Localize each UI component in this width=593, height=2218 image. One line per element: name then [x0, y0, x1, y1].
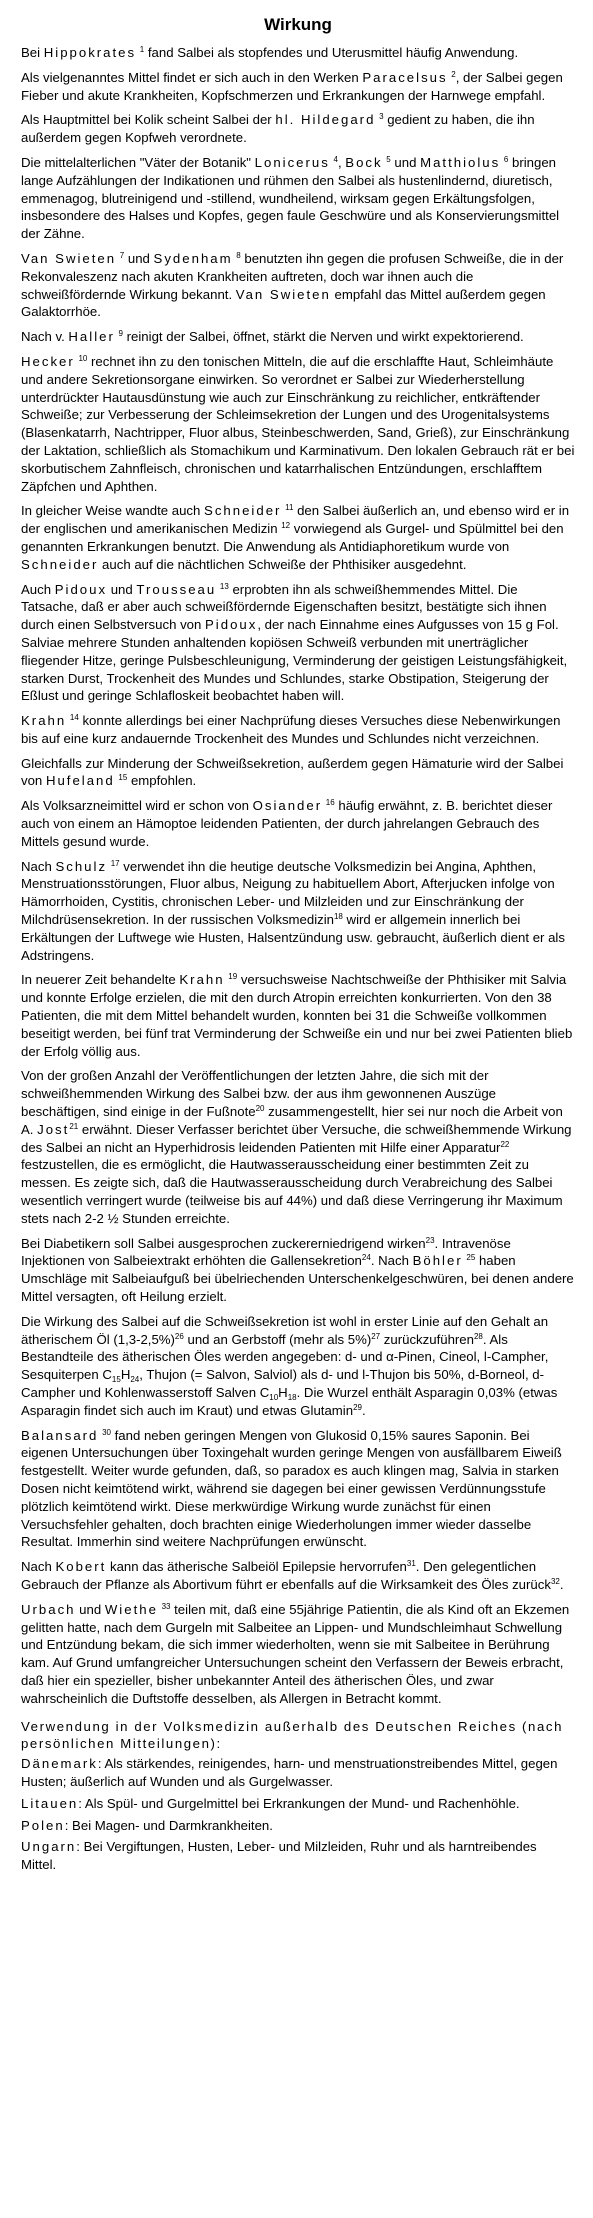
subscript: 18 [287, 1392, 297, 1402]
footnote-ref: 17 [110, 858, 120, 868]
author-name: Hecker [21, 353, 75, 369]
author-name: Haller [68, 329, 115, 345]
paragraph [21, 328, 575, 346]
footnote-ref: 27 [371, 1331, 381, 1341]
author-name: Trousseau [136, 581, 217, 597]
author-name: Bock [345, 154, 383, 170]
text-run: Als Hauptmittel bei Kolik scheint Salbei der [21, 112, 276, 128]
footnote-ref: 22 [500, 1139, 510, 1149]
text-run: und an Gerbstoff (mehr als 5%) [183, 1331, 372, 1347]
footnote-ref: 15 [118, 773, 128, 783]
text-run: . Als Bestandteile des ätherischen Öles werden angegeben: d- und α-Pinen, Cineol, l-Campher, Sesquiterpen C [21, 1331, 549, 1383]
author-name: Balansard [21, 1427, 99, 1443]
text-run: wird er allgemein innerlich bei Erkältungen der Luftwege wie Husten, Halsentzündung usw. gebraucht, äußerlich dient er als Adstringens. [21, 912, 565, 963]
footnote-ref: 1 [139, 45, 145, 54]
text-run: . Den gelegentlichen Gebrauch der Pflanze als Abortivum führt er ebenfalls auf die Wirksamkeit des Öles zurück [21, 1559, 551, 1592]
text-run: In neuerer Zeit behandelte [21, 972, 180, 988]
paragraph [21, 797, 575, 850]
text-run: teilen mit, daß eine 55jährige Patientin, die als Kind oft an Ekzemen gelitten hatte, nach dem Gurgeln mit Salbeitee an Lippen- und Mundschleimhaut Schwellung und Entzündung bekam, die sich immer wiederholten, wenn sie mit Salbeitee in Berührung kam. Auf Grund umfangreicher Untersuchungen scheint den Verfassern der Beweis erbracht, daß hier ein spezieller, bisher unbekannter Anteil des ätherischen Öles, und zwar wahrscheinlich die Duftstoffe desselben, als Allergen in Betracht kommt. [21, 1601, 570, 1706]
text-run: Als Volksarzneimittel wird er schon von [21, 798, 253, 814]
paragraph [21, 154, 575, 243]
folk-medicine-item [21, 1817, 575, 1835]
footnote-ref: 21 [69, 1121, 79, 1131]
text-run: . Die Wurzel enthält Asparagin 0,03% (etwas Asparagin findet sich auch im Kraut) und etwas Glutamin [21, 1384, 558, 1418]
author-name: Kobert [55, 1559, 107, 1575]
footnote-ref: 31 [406, 1559, 416, 1569]
footnote-ref: 7 [119, 250, 125, 260]
footnote-ref: 24 [361, 1253, 371, 1263]
text-run: verwendet ihn die heutige deutsche Volksmedizin bei Angina, Aphthen, Menstruationsstörungen, Fluor albus, Neigung zu habituellem Abort, Afterjucken infolge von Hämorrhoiden, Cystitis, chronischen Leber- und Milzleiden und zur Einschränkung der Milchdrüsensekretion. In der russischen Volksmedizin [21, 858, 555, 928]
paragraph [21, 502, 575, 573]
author-name: Schneider [21, 556, 99, 572]
footnote-ref: 8 [236, 250, 241, 260]
text-run: haben Umschläge mit Salbeiaufguß bei übelriechenden Unterschenkelgeschwüren, bei denen andere Mittel versagten, oft Heilung erzielt. [21, 1253, 574, 1304]
text-run: . [361, 1402, 366, 1418]
text-run: rechnet ihn zu den tonischen Mitteln, die auf die erschlaffte Haut, Schleimhäute und andere Sekretionsorgane einwirken. So verordnet er Salbei zur Wiederherstellung unterdrückter Hautausdünstung wie auch zur Einschränkung zu reichlicher, entkräftender Schweiße; zur Verbesserung der Schleimsekretion der Lungen und des Urogenitalsystems (Blasenkatarrh, Nachtripper, Fluor albus, Steinbeschwerden, Sand, Grieß), zur Einschränkung der Laktation, schließlich als Stomachikum und Karminativum. Den lokalen Gebrauch rät er bei skorbutischem Zahnfleisch, chronischen und katarrhalischen Entzündungen, erschlafftem Zäpfchen und Aphthen. [21, 353, 575, 494]
author-name: Böhler [412, 1253, 463, 1269]
text-run: Nach [21, 858, 56, 874]
paragraph [21, 1601, 575, 1708]
paragraph [21, 581, 575, 706]
footnote-ref: 3 [379, 112, 384, 122]
text-run: . Intravenöse Injektionen von Salbeiextrakt erhöhten die Gallensekretion [21, 1235, 511, 1269]
subscript: 15 [111, 1375, 121, 1385]
author-name: Hufeland [45, 773, 115, 789]
text-run: und [107, 581, 137, 597]
folk-medicine-item [21, 1755, 575, 1791]
text-run: In gleicher Weise wandte auch [21, 503, 205, 519]
author-name: Pidoux [205, 617, 258, 633]
author-name: Hippokrates [43, 45, 137, 60]
text-run: reinigt der Salbei, öffnet, stärkt die Nerven und wirkt expektorierend. [122, 329, 524, 345]
author-name: Urbach [21, 1601, 76, 1617]
country-label: Dänemark [21, 1756, 98, 1772]
author-name: Paracelsus [362, 69, 448, 85]
text-run: erwähnt. Dieser Verfasser berichtet über Versuche, die schweißhemmende Wirkung des Salbei an nicht an Hyperhidrosis leidenden Patienten mit Hilfe einer Apparatur [21, 1121, 572, 1155]
paragraph [21, 250, 575, 321]
text-run: H [278, 1384, 288, 1400]
country-label: Litauen [21, 1795, 79, 1811]
author-name: Lonicerus [254, 154, 330, 170]
footnote-ref: 2 [451, 69, 456, 79]
folk-medicine-list [21, 1755, 575, 1874]
folk-medicine-heading: Verwendung in der Volksmedizin außerhalb des Deutschen Reiches (nach persönlichen Mitteilungen): [21, 1718, 564, 1752]
paragraph [21, 1427, 575, 1552]
paragraph [21, 858, 575, 965]
author-name: Sydenham [153, 250, 233, 266]
subscript: 24 [130, 1375, 140, 1385]
country-label: Ungarn [21, 1839, 77, 1855]
footnote-ref: 6 [503, 154, 509, 164]
text-run: zurückzuführen [380, 1331, 474, 1347]
paragraph [21, 1313, 575, 1420]
text-run: versuchsweise Nachtschweiße der Phthisiker mit Salvia und konnte Erfolge erzielen, die mit den durch Atropin erreichten konkurrierten. Von den 38 Patienten, die mit dem Mittel behandelt wurden, konnten bei 31 die Schweiße vollkommen beseitigt werden, bei fünf trat Verminderung der Schweiße ein und nur bei zwei Patienten blieb der Erfolg völlig aus. [21, 972, 573, 1059]
text-run: den Salbei äußerlich an, und ebenso wird er in der englischen und amerikanischen Medizin [21, 503, 570, 537]
text-run: auch auf die nächtlichen Schweiße der Phthisiker ausgedehnt. [98, 556, 467, 572]
subscript: 10 [269, 1392, 279, 1402]
author-name: Pidoux [54, 581, 108, 597]
country-usage: : Als stärkendes, reinigendes, harn- und menstruationstreibendes Mittel, gegen Husten; äußerlich auf Wunden und als Gurgelwasser. [21, 1756, 558, 1789]
article-body [21, 44, 575, 1708]
text-run: Nach [21, 1559, 56, 1575]
paragraph [21, 111, 575, 147]
author-name: Van Swieten [235, 286, 331, 302]
text-run: bringen lange Aufzählungen der Indikationen und rühmen den Salbei als hustenlindernd, diuretisch, emmenagog, blutreinigend und -stillend, wundheilend, wirksam gegen Erkältungsfolgen, insbesondere des Halses und Kopfes, gegen faule Geschwüre und als Konservierungsmittel der Zähne. [21, 154, 560, 242]
paragraph [21, 755, 575, 791]
text-run: gedient zu haben, die ihn außerdem gegen Kopfweh verordnete. [21, 112, 535, 146]
folk-medicine-item [21, 1838, 575, 1874]
text-run: zusammengestellt, hier sei nur noch die Arbeit von A. [21, 1104, 563, 1137]
author-name: Wiethe [104, 1601, 158, 1617]
author-name: Van Swieten [21, 250, 117, 266]
text-run: Die mittelalterlichen "Väter der Botanik" [21, 154, 255, 170]
paragraph [21, 1558, 575, 1594]
country-usage: : Als Spül- und Gurgelmittel bei Erkrankungen der Mund- und Rachenhöhle. [78, 1795, 520, 1811]
footnote-ref: 4 [333, 154, 338, 164]
text-run: fand Salbei als stopfendes und Uterusmittel häufig Anwendung. [144, 45, 519, 60]
paragraph [21, 971, 575, 1060]
footnote-ref: 11 [285, 503, 294, 513]
author-name: hl. Hildegard [275, 112, 376, 128]
text-run: und [75, 1601, 105, 1617]
text-run: kann das ätherische Salbeiöl Epilepsie hervorrufen [106, 1559, 407, 1575]
text-run: empfahl das Mittel außerdem gegen Galaktorrhöe. [21, 286, 546, 320]
paragraph [21, 712, 575, 748]
footnote-ref: 18 [333, 912, 343, 922]
footnote-ref: 16 [325, 798, 335, 808]
folk-medicine-item [21, 1795, 575, 1813]
paragraph [21, 69, 575, 105]
text-run: festzustellen, die es ermöglicht, die Hautwasserausscheidung einer bestimmten Zeit zu messen. Es zeigte sich, daß die Hautwasserausscheidung durch Verabreichung des Salbei wesentlich verringert wurde (teilweise bis auf 44%) und daß diese Verringerung ihr Maximum stets nach 2-2 ½ Stunden erreichte. [21, 1157, 563, 1226]
author-name: Jost [37, 1121, 70, 1137]
text-run: Die Wirkung des Salbei auf die Schweißsekretion ist wohl in erster Linie auf den Gehalt an ätherischem Öl (1,3-2,5%) [21, 1313, 549, 1347]
footnote-ref: 12 [281, 521, 291, 531]
footnote-ref: 32 [550, 1576, 560, 1586]
text-run: vorwiegend als Gurgel- und Spülmittel bei den genannten Erkrankungen benutzt. Die Anwendung als Antidiaphoretikum wurde von [21, 521, 564, 554]
text-run: Gleichfalls zur Minderung der Schweißsekretion, außerdem gegen Hämaturie wird der Salbei von [21, 755, 564, 789]
footnote-ref: 13 [219, 581, 229, 591]
footnote-ref: 14 [69, 713, 79, 723]
author-name: Krahn [21, 713, 67, 729]
text-run: und [390, 154, 421, 170]
text-run: Auch [21, 581, 55, 597]
text-run: empfohlen. [127, 773, 197, 789]
author-name: Matthiolus [420, 154, 501, 170]
footnote-ref: 5 [386, 154, 391, 164]
text-run: konnte allerdings bei einer Nachprüfung dieses Versuches diese Nebenwirkungen bis auf eine kurz andauernde Trockenheit des Mundes und Schlundes nicht verzeichnen. [21, 713, 561, 746]
country-usage: : Bei Magen- und Darmkrankheiten. [64, 1817, 273, 1833]
footnote-ref: 28 [473, 1331, 483, 1341]
country-label: Polen [21, 1817, 65, 1833]
footnote-ref: 33 [161, 1601, 171, 1611]
footnote-ref: 23 [425, 1235, 435, 1245]
text-run: , der Salbei gegen Fieber und akute Krankheiten, Kopfschmerzen und Erkrankungen der Harnwege empfahl. [21, 69, 563, 103]
text-run: , Thujon (= Salvon, Salviol) als d- und l-Thujon bis 50%, d-Borneol, d-Campher und Kohlenwasserstoff Salven C [21, 1367, 544, 1400]
text-run: . [559, 1576, 564, 1592]
paragraph [21, 353, 575, 495]
text-run: , [337, 154, 346, 170]
footnote-ref: 30 [102, 1427, 111, 1437]
paragraph [21, 1235, 575, 1306]
footnote-ref: 26 [174, 1331, 184, 1341]
author-name: Osiander [252, 798, 323, 814]
footnote-ref: 25 [466, 1253, 476, 1263]
text-run: erprobten ihn als schweißhemmendes Mittel. Die Tatsache, daß er aber auch schweißfördernde Eigenschaften besitzt, bestätigte sich ihnen durch einen Selbstversuch von [21, 581, 547, 633]
footnote-ref: 19 [228, 972, 238, 982]
country-usage: : Bei Vergiftungen, Husten, Leber- und Milzleiden, Ruhr und als harntreibendes Mittel. [21, 1839, 537, 1873]
text-run: Nach v. [21, 329, 69, 345]
text-run: H [120, 1367, 131, 1383]
text-run: . Nach [370, 1253, 413, 1269]
text-run: und [124, 250, 154, 266]
text-run: fand neben geringen Mengen von Glukosid 0,15% saures Saponin. Bei eigenen Untersuchungen über Toxingehalt wurden geringe Mengen von ausfällbarem Eiweiß festgestellt. Weiter wurde gefunden, daß, so paradox es auch klingen mag, Salvia in starken Dosen nicht keimtötend wirkt, während sie dagegen bei einer gewissen Verdünnungsstufe plötzlich keimtötend wirkt. Diese merkwürdige Wirkung wurde zunächst für einen Versuchsfehler gehalten, doch brachten einige Wiederholungen immer wieder dasselbe Resultat. Immerhin sind weitere Nachprüfungen erwünscht. [21, 1427, 562, 1550]
text-run: häufig erwähnt, z. B. berichtet dieser auch von einem an Hämoptoe leidenden Patienten, der durch jahrelangen Gebrauch des Mittels gesund wurde. [21, 798, 553, 849]
footnote-ref: 20 [255, 1104, 265, 1114]
text-run: Von der großen Anzahl der Veröffentlichungen der letzten Jahre, die sich mit der schweißhemmenden Wirkung des Salbei bzw. der aus ihm gewonnenen Auszüge beschäftigen, sind einige in der Fußnote [21, 1068, 497, 1120]
text-run: benutzten ihn gegen die profusen Schweiße, die in der Rekonvaleszenz nach akuten Krankheiten auftreten, doch war ihnen auch die schweißfördernde Wirkung bekannt. [21, 250, 564, 302]
author-name: Schneider [204, 503, 282, 519]
text-run: , der nach Einnahme eines Aufgusses von 15 g Fol. Salviae mehrere Stunden anhaltenden kopiösen Schweiß verbunden mit unerträglicher fliegender Hitze, geringe Pulsbeschleunigung, Verminderung der geistigen Leistungsfähigkeit, starken Durst, Trockenheit des Mundes und Schlundes, starke Obstipation, Steigerung der Eßlust und geringe Schlafloskeit beobachtet haben will. [21, 617, 568, 704]
footnote-ref: 9 [118, 329, 123, 339]
footnote-ref: 29 [353, 1402, 362, 1412]
text-run: Bei Diabetikern soll Salbei ausgesprochen zuckererniedrigend wirken [21, 1235, 426, 1251]
footnote-ref: 10 [78, 353, 88, 363]
author-name: Schulz [55, 858, 108, 874]
page-title: Wirkung [264, 15, 332, 34]
text-run: Als vielgenanntes Mittel findet er sich auch in den Werken [21, 69, 363, 85]
paragraph [21, 1067, 575, 1227]
author-name: Krahn [179, 972, 225, 988]
text-run: Bei [21, 45, 44, 60]
paragraph [21, 44, 575, 62]
